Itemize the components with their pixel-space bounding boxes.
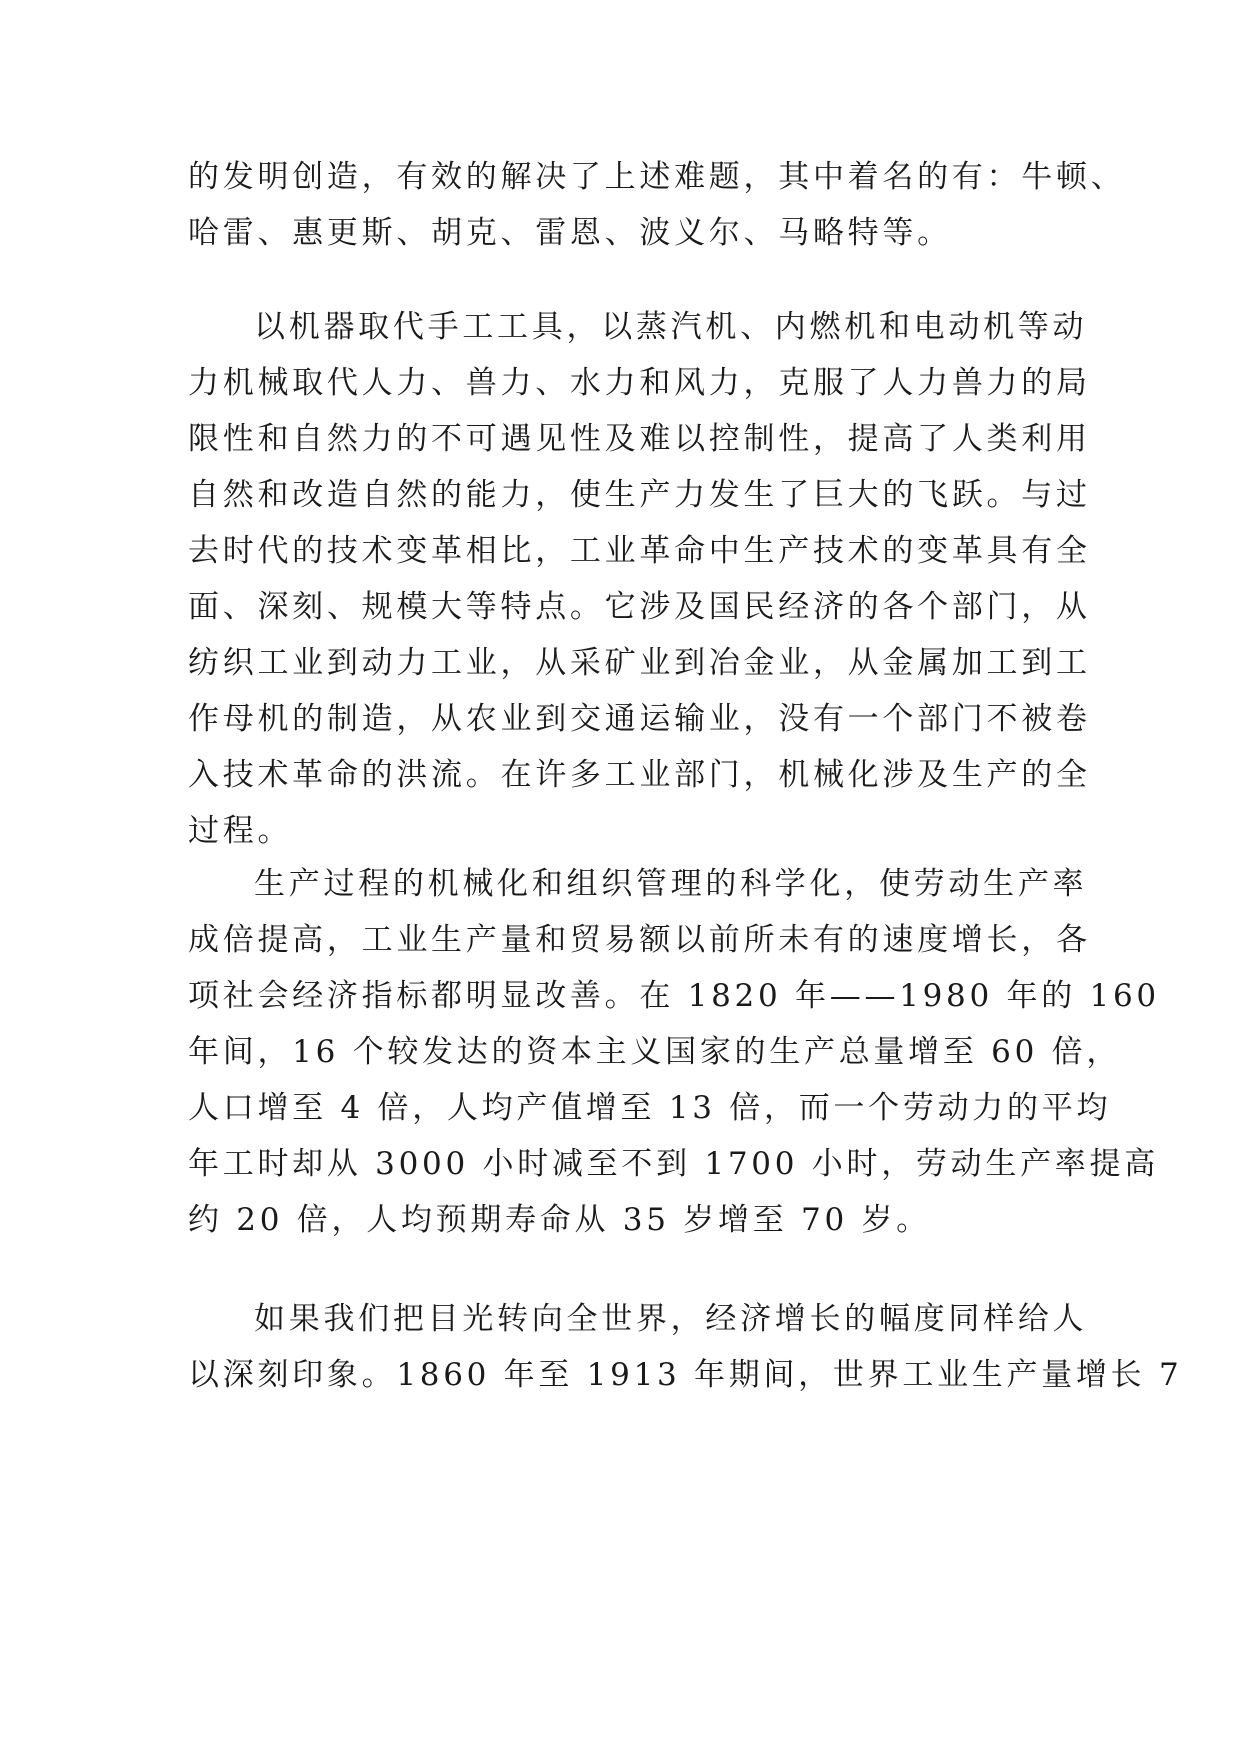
paragraph-machinery	[188, 299, 1091, 859]
text-line: 力机械取代人力、兽力、水力和风力，克服了人力兽力的局	[188, 365, 1091, 401]
text-line: 自然和改造自然的能力，使生产力发生了巨大的飞跃。与过	[188, 477, 1091, 513]
text-line: 入技术革命的洪流。在许多工业部门，机械化涉及生产的全	[188, 757, 1091, 793]
text-line: 如果我们把目光转向全世界，经济增长的幅度同样给人	[254, 1301, 1088, 1337]
text-line: 项社会经济指标都明显改善。在 1820 年——1980 年的 160	[188, 978, 1160, 1014]
text-line: 年间，16 个较发达的资本主义国家的生产总量增至 60 倍，	[188, 1034, 1122, 1070]
paragraph-productivity	[188, 856, 1160, 1248]
text-line: 面、深刻、规模大等特点。它涉及国民经济的各个部门，从	[188, 589, 1091, 625]
text-line: 年工时却从 3000 小时减至不到 1700 小时，劳动生产率提高	[188, 1146, 1159, 1182]
text-line: 作母机的制造，从农业到交通运输业，没有一个部门不被卷	[188, 701, 1091, 737]
text-line: 生产过程的机械化和组织管理的科学化，使劳动生产率	[254, 866, 1088, 902]
text-line: 以机器取代手工工具，以蒸汽机、内燃机和电动机等动	[254, 309, 1088, 345]
text-line: 限性和自然力的不可遇见性及难以控制性，提高了人类利用	[188, 421, 1091, 457]
text-line: 去时代的技术变革相比，工业革命中生产技术的变革具有全	[188, 533, 1091, 569]
text-line: 人口增至 4 倍，人均产值增至 13 倍，而一个劳动力的平均	[188, 1090, 1112, 1126]
text-line: 成倍提高，工业生产量和贸易额以前所未有的速度增长，各	[188, 922, 1091, 958]
text-line: 约 20 倍，人均预期寿命从 35 岁增至 70 岁。	[188, 1202, 931, 1238]
paragraph-world-growth	[188, 1291, 1183, 1403]
text-line: 纺织工业到动力工业，从采矿业到冶金业，从金属加工到工	[188, 645, 1091, 681]
paragraph-continuation	[188, 149, 1126, 261]
text-line: 的发明创造，有效的解决了上述难题，其中着名的有：牛顿、	[188, 159, 1126, 195]
text-line: 以深刻印象。1860 年至 1913 年期间，世界工业生产量增长 7	[188, 1357, 1183, 1393]
text-line: 哈雷、惠更斯、胡克、雷恩、波义尔、马略特等。	[188, 215, 952, 251]
text-line: 过程。	[188, 813, 293, 849]
